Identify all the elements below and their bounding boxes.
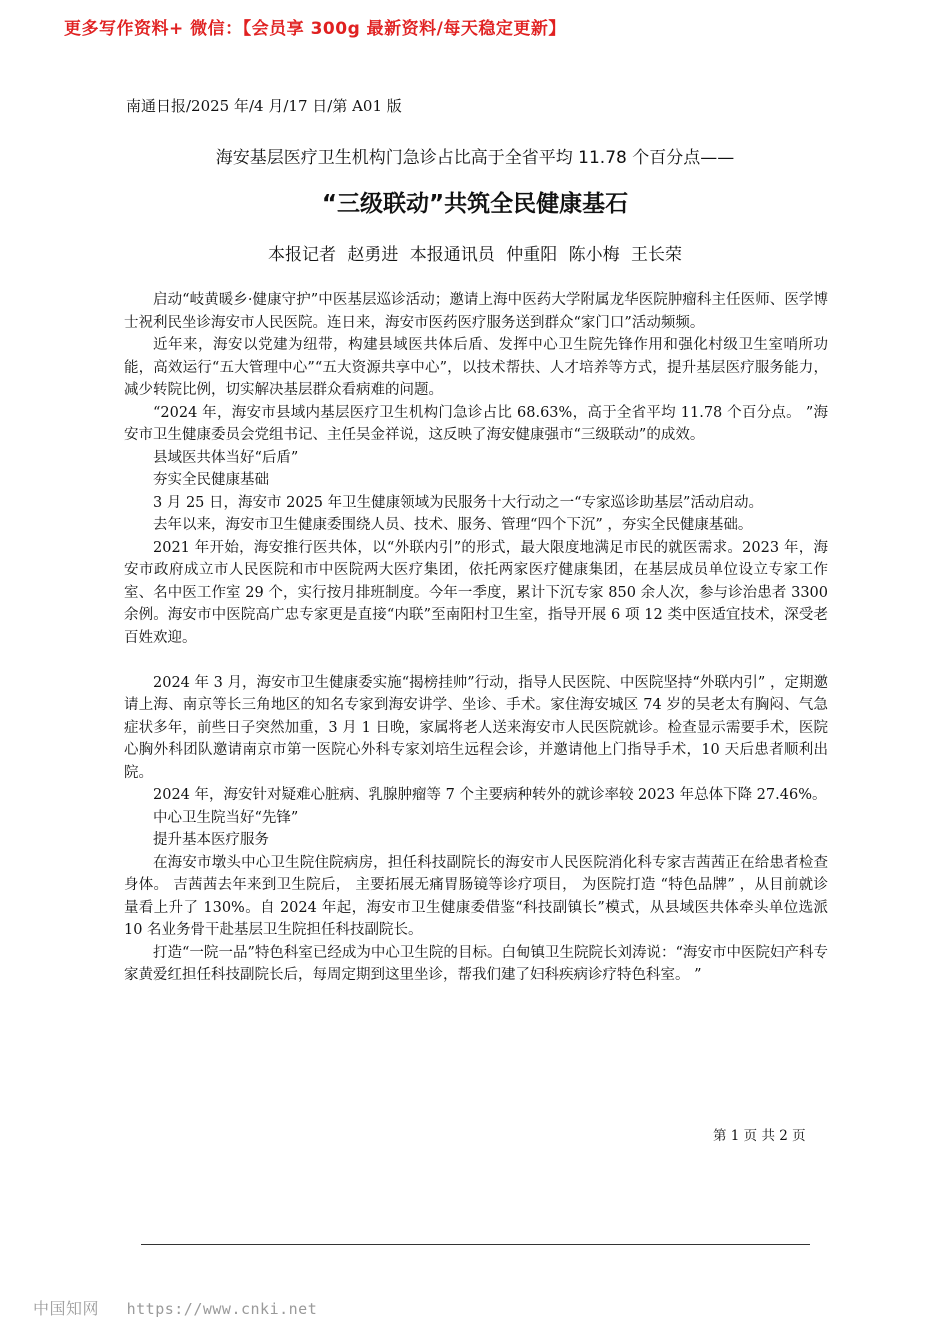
source-line: 南通日报/2025 年/4 月/17 日/第 A01 版 bbox=[126, 97, 402, 115]
paragraph: 2021 年开始，海安推行医共体，以“外联内引”的形式，最大限度地满足市民的就医需求。2023 年，海安市政府成立市人民医院和市中医院两大医疗集团，依托两家医疗健康集团，在基层成员单位设立专家工作室、名中医工作室 29 个，实行按月排班制度。今年一季度，累计下沉专家 850 余人次，参与诊治患者 3300 余例。海安市中医院高广忠专家更是直接“内联”至南阳村卫生室，指导开展 6 项 12 类中医适宜技术，深受老百姓欢迎。 bbox=[124, 539, 828, 646]
section-heading: 县域医共体当好“后盾” bbox=[153, 449, 299, 466]
footer-url[interactable]: https://www.cnki.net bbox=[126, 1300, 318, 1318]
promo-banner: 更多写作资料+ 微信：【会员享 300g 最新资料/每天稳定更新】 bbox=[64, 19, 566, 39]
paragraph: 启动“岐黄暖乡·健康守护”中医基层巡诊活动；邀请上海中医药大学附属龙华医院肿瘤科主任医师、医学博士祝利民坐诊海安市人民医院。连日来，海安市医药医疗服务送到群众“家门口”活动频频。 bbox=[124, 292, 828, 331]
section-heading: 中心卫生院当好“先锋” bbox=[153, 809, 299, 826]
page-number: 第 1 页 共 2 页 bbox=[713, 1128, 806, 1144]
paragraph: 打造“一院一品”特色科室已经成为中心卫生院的目标。白甸镇卫生院院长刘涛说：“海安市中医院妇产科专家黄爱红担任科技副院长后，每周定期到这里坐诊，帮我们建了妇科疾病诊疗特色科室。 ” bbox=[124, 944, 828, 983]
paragraph: “2024 年，海安市县域内基层医疗卫生机构门急诊占比 68.63%，高于全省平均 11.78 个百分点。 ”海安市卫生健康委员会党组书记、主任吴金祥说，这反映了海安健康强市“三级联动”的成效。 bbox=[124, 404, 828, 443]
paragraph: 2024 年 3 月，海安市卫生健康委实施“揭榜挂帅”行动，指导人民医院、中医院坚持“外联内引” ，定期邀请上海、南京等长三角地区的知名专家到海安讲学、坐诊、手术。家住海安城区 74 岁的吴老太有胸闷、气急症状多年，前些日子突然加重，3 月 1 日晚，家属将老人送来海安市人民医院就诊。检查显示需要手术，医院心胸外科团队邀请南京市第一医院心外科专家刘培生远程会诊，并邀请他上门指导手术，10 天后患者顺利出院。 bbox=[124, 674, 828, 781]
byline: 本报记者 赵勇进 本报通讯员 仲重阳 陈小梅 王长荣 bbox=[267, 245, 683, 265]
footer-divider bbox=[141, 1244, 810, 1245]
section-subheading: 夯实全民健康基础 bbox=[153, 472, 269, 488]
footer-site-name: 中国知网 bbox=[33, 1299, 100, 1318]
paragraph: 去年以来，海安市卫生健康委围绕人员、技术、服务、管理“四个下沉” ，夯实全民健康基础。 bbox=[153, 517, 753, 533]
paragraph: 近年来，海安以党建为纽带，构建县域医共体后盾、发挥中心卫生院先锋作用和强化村级卫生室哨所功能，高效运行“五大管理中心”“五大资源共享中心”，以技术帮扶、人才培养等方式，提升基层医疗服务能力，减少转院比例，切实解决基层群众看病难的问题。 bbox=[124, 337, 828, 398]
article-subtitle: 海安基层医疗卫生机构门急诊占比高于全省平均 11.78 个百分点—— bbox=[215, 148, 735, 168]
paragraph: 3 月 25 日，海安市 2025 年卫生健康领域为民服务十大行动之一“专家巡诊助基层”活动启动。 bbox=[153, 494, 763, 511]
paragraph: 在海安市墩头中心卫生院住院病房，担任科技副院长的海安市人民医院消化科专家吉茜茜正在给患者检查身体。 吉茜茜去年来到卫生院后， 主要拓展无痛胃肠镜等诊疗项目， 为医院打造 “特色品牌” ，从目前就诊量看上升了 130%。自 2024 年起，海安市卫生健康委借鉴“科技副镇长”模式，从县域医共体牵头单位选派 10 名业务骨干赴基层卫生院担任科技副院长。 bbox=[124, 854, 828, 938]
article-body bbox=[124, 289, 828, 987]
article-title: “三级联动”共筑全民健康基石 bbox=[321, 191, 629, 217]
section-subheading: 提升基本医疗服务 bbox=[153, 832, 269, 848]
footer bbox=[33, 1296, 317, 1319]
paragraph: 2024 年，海安针对疑难心脏病、乳腺肿瘤等 7 个主要病种转外的就诊率较 2023 年总体下降 27.46%。 bbox=[153, 787, 827, 803]
